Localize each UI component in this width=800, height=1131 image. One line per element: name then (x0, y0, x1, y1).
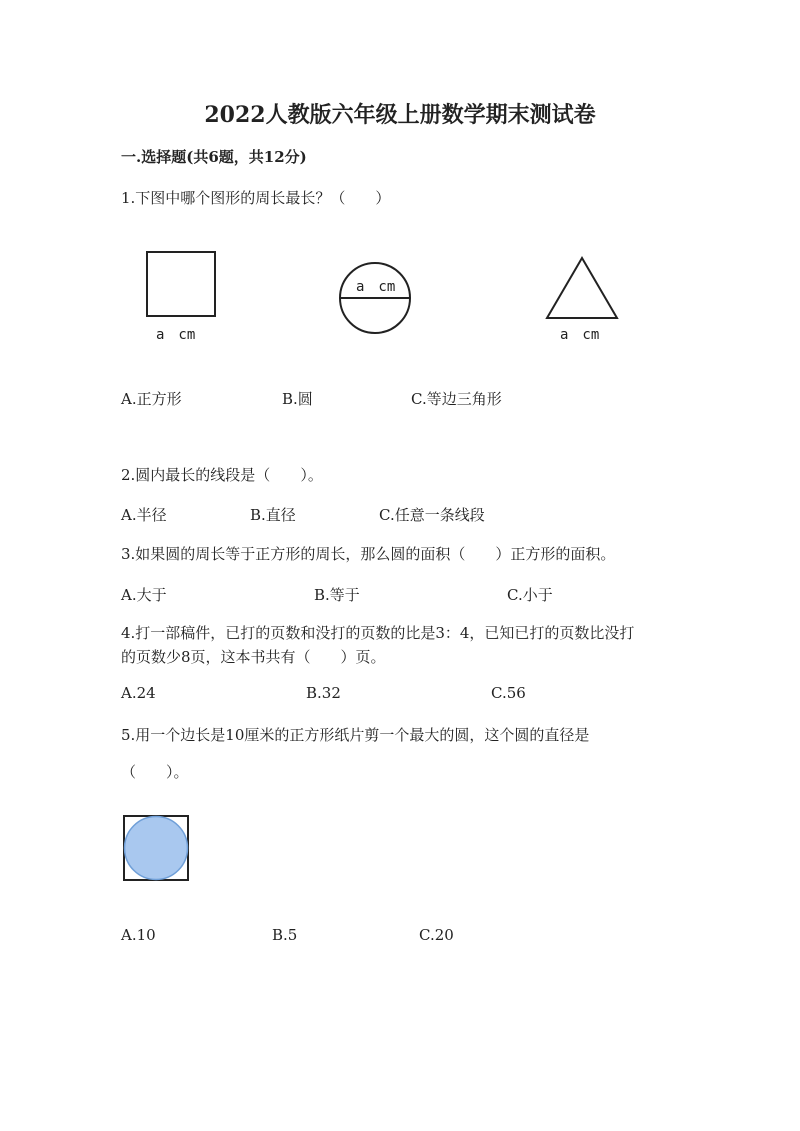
section-heading: 一.选择题(共6题，共12分) (121, 148, 307, 166)
q1-option-a[interactable]: A.正方形 (121, 390, 182, 408)
question-2-text: 2.圆内最长的线段是（ ）。 (121, 466, 323, 484)
q3-option-c[interactable]: C.小于 (507, 586, 553, 604)
question-4-text-line2: 的页数少8页，这本书共有（ ）页。 (121, 648, 386, 666)
q2-option-b[interactable]: B.直径 (250, 506, 296, 524)
q5-option-a[interactable]: A.10 (121, 926, 156, 944)
q1-option-b[interactable]: B.圆 (282, 390, 313, 408)
q1-option-c[interactable]: C.等边三角形 (411, 390, 502, 408)
square-side-label: a cm (156, 327, 196, 343)
q4-option-c[interactable]: C.56 (491, 684, 526, 702)
q2-option-c[interactable]: C.任意一条线段 (379, 506, 485, 524)
q5-option-c[interactable]: C.20 (419, 926, 454, 944)
page-title: 2022人教版六年级上册数学期末测试卷 (204, 102, 596, 128)
question-4-text-line1: 4.打一部稿件，已打的页数和没打的页数的比是3：4，已知已打的页数比没打 (121, 624, 635, 642)
question-1-text: 1.下图中哪个图形的周长最长？（ ） (121, 189, 391, 207)
q4-option-b[interactable]: B.32 (306, 684, 341, 702)
question-5-text-line1: 5.用一个边长是10厘米的正方形纸片剪一个最大的圆，这个圆的直径是 (121, 726, 590, 744)
triangle-figure (544, 255, 620, 323)
question-3-text: 3.如果圆的周长等于正方形的周长，那么圆的面积（ ）正方形的面积。 (121, 545, 616, 563)
triangle-side-label: a cm (560, 327, 600, 343)
q5-option-b[interactable]: B.5 (272, 926, 298, 944)
square-figure (145, 250, 219, 320)
circle-figure (337, 260, 413, 336)
q3-option-b[interactable]: B.等于 (314, 586, 360, 604)
q4-option-a[interactable]: A.24 (121, 684, 156, 702)
question-5-text-line2: （ ）。 (121, 763, 189, 781)
circle-diameter-label: a cm (356, 279, 396, 295)
square-with-inscribed-circle-figure (122, 814, 190, 882)
q3-option-a[interactable]: A.大于 (121, 586, 167, 604)
q2-option-a[interactable]: A.半径 (121, 506, 167, 524)
